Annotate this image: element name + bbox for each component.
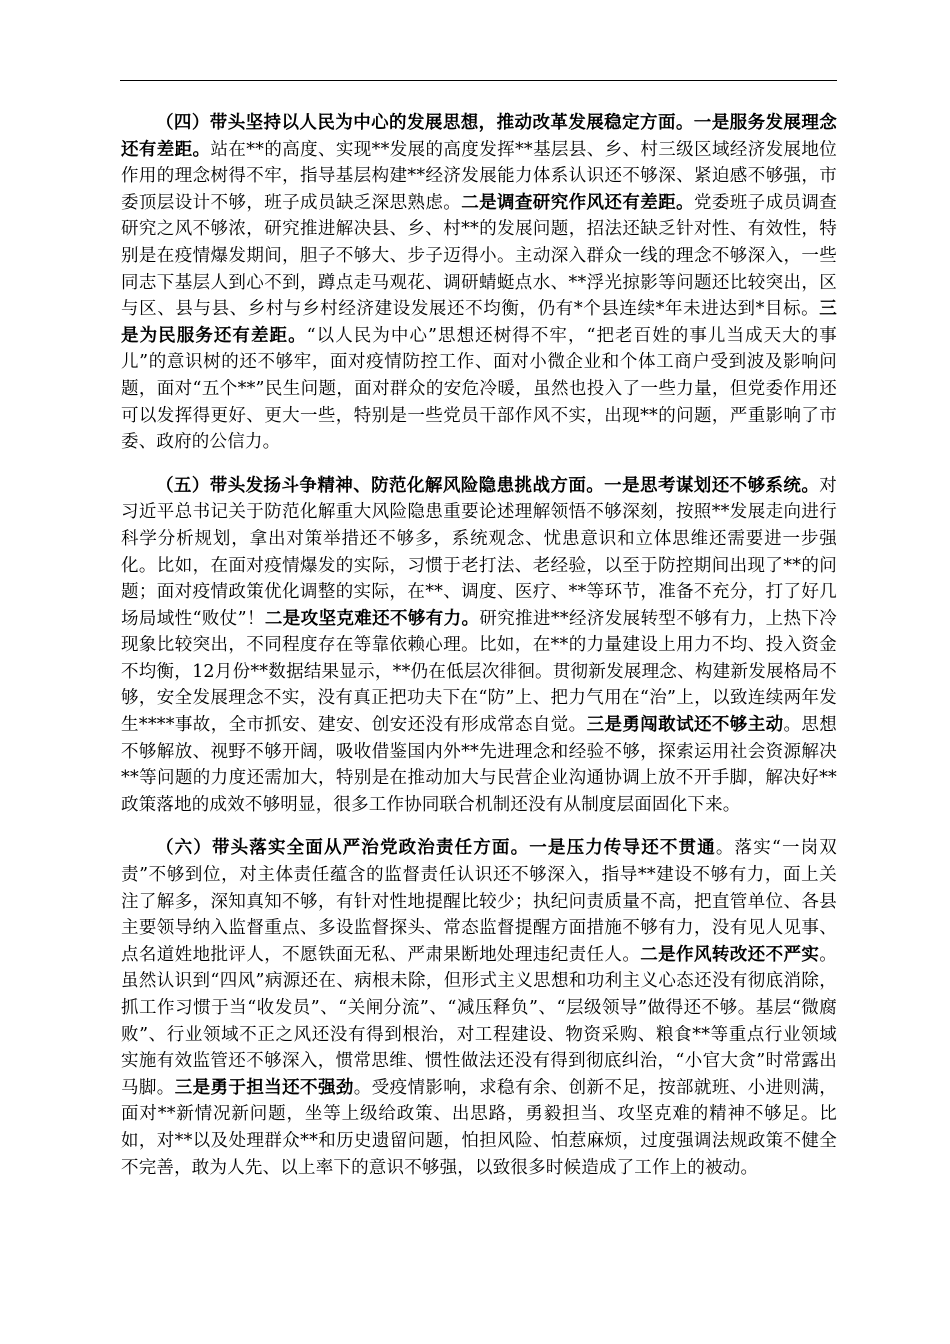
body-text: “以人民为中心”思想还树得不牢，“把老百姓的事儿当成天大的事儿”的意识树的还不够牢，面对疫情防控工作、面对小微企业和个体工商户受到波及影响问题，面对“五个**”民生问题，面对群众的安危冷暖，虽然也投入了一些力量，但党委作用还可以发挥得更好、更大一些，特别是一些党员干部作风不实，出现**的问题，严重影响了市委、政府的公信力。 xyxy=(121,325,838,453)
heading-five: （五）带头发扬斗争精神、防范化解风险隐患挑战方面。一是思考谋划还不够系统。 xyxy=(156,475,820,496)
document-body xyxy=(121,110,837,1198)
point-heading: 三是勇于担当还不强劲 xyxy=(174,1077,354,1098)
body-text: 对习近平总书记关于防范化解重大风险隐患重要论述理解领悟不够深刻，按照**发展走向进行科学分析规划，拿出对策举措还不够多，系统观念、忧患意识和立体思维还需要进一步强化。比如，在面对疫情爆发的实际，习惯于老打法、老经验，以至于防控期间出现了**的问题；面对疫情政策优化调整的实际，在**、调度、医疗、**等环节，准备不充分，打了好几场局域性“败仗”！ xyxy=(121,475,837,629)
section-five-paragraph xyxy=(121,473,837,819)
heading-four: （四）带头坚持以人民为中心的发展思想，推动改革发展稳定方面。一是服务发展理念还有差距。 xyxy=(121,113,837,160)
body-text: 。落实“一岗双责”不够到位，对主体责任蕴含的监督责任认识还不够深入，指导**建设不够有力，面上关注了解多，深知真知不够，有针对性地提醒比较少；执纪问责质量不高，把直管单位、各县主要领导纳入监督重点、多设监督探头、常态监督提醒方面措施不够有力，没有见人见事、点名道姓地批评人，不愿铁面无私、严肃果断地处理违纪责任人。 xyxy=(121,838,837,965)
header-rule xyxy=(120,80,837,81)
section-four-paragraph xyxy=(121,110,837,456)
body-text: 。虽然认识到“四风”病源还在、病根未除，但形式主义思想和功利主义心态还没有彻底消除，抓工作习惯于当“收发员”、“关闸分流”、“减压释负”、“层级领导”做得还不够。基层“微腐败”、行业领域不正之风还没有得到根治，对工程建设、物资采购、粮食**等重点行业领域实施有效监管还不够深入，惯常思维、惯性做法还没有得到彻底纠治，“小官大贪”时常露出马脚。 xyxy=(121,944,837,1098)
point-heading: 三是为民服务还有差距。 xyxy=(121,299,837,346)
point-heading: 二是调查研究作风还有差距。 xyxy=(461,192,694,213)
body-text: 站在**的高度、实现**发展的高度发挥**基层县、乡、村三级区域经济发展地位作用的理念树得不牢，指导基层构建**经济发展能力体系认识还不够深、紧迫感不够强，市委顶层设计不够，班子成员缺乏深思熟虑。 xyxy=(121,139,837,213)
point-heading: 二是作风转改还不严实 xyxy=(640,944,820,965)
body-text: 。思想不够解放、视野不够开阔，吸收借鉴国内外**先进理念和经验不够，探索运用社会资源解决**等问题的力度还需加大，特别是在推动加大与民营企业沟通协调上放不开手脚，解决好**政策落地的成效不够明显，很多工作协同联合机制还没有从制度层面固化下来。 xyxy=(121,715,837,815)
heading-six: （六）带头落实全面从严治党政治责任方面。一是压力传导还不贯通 xyxy=(156,838,716,859)
section-six-paragraph xyxy=(121,835,837,1181)
body-text: 党委班子成员调查研究之风不够浓，研究推进解决县、乡、村**的发展问题，招法还缺乏针对性、有效性，特别是在疫情爆发期间，胆子不够大、步子迈得小。主动深入群众一线的理念不够深入，一些同志下基层人到心不到，蹲点走马观花、调研蜻蜓点水、**浮光掠影等问题还比较突出，区与区、县与县、乡村与乡村经济建设发展还不均衡，仍有*个县连续*年未进达到*目标。 xyxy=(121,192,837,320)
point-heading: 三是勇闯敢试还不够主动 xyxy=(586,715,784,736)
body-text: 。受疫情影响，求稳有余、创新不足，按部就班、小进则满，面对**新情况新问题，坐等上级给政策、出思路，勇毅担当、攻坚克难的精神不够足。比如，对**以及处理群众**和历史遗留问题，怕担风险、怕惹麻烦，过度强调法规政策不健全不完善，敢为人先、以上率下的意识不够强，以致很多时候造成了工作上的被动。 xyxy=(121,1077,837,1178)
body-text: 研究推进**经济发展转型不够有力，上热下冷现象比较突出，不同程度存在等靠依赖心理。比如，在**的力量建设上用力不均、投入资金不均衡，12月份**数据结果显示，**仍在低层次徘徊。贯彻新发展理念、构建新发展格局不够，安全发展理念不实，没有真正把功夫下在“防”上、把力气用在“治”上，以致连续两年发生****事故，全市抓安、建安、创安还没有形成常态自觉。 xyxy=(121,608,837,736)
point-heading: 二是攻坚克难还不够有力。 xyxy=(264,608,480,629)
